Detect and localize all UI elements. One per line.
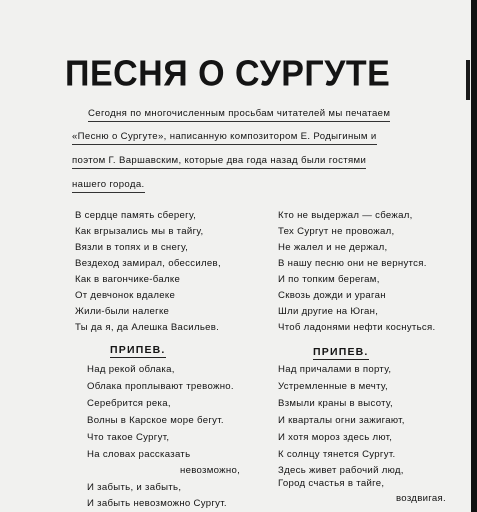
left-verse-line: Как вгрызались мы в тайгу, bbox=[75, 226, 204, 237]
left-verse-line: Как в вагончике-балке bbox=[75, 274, 181, 285]
right-verse-line: Тех Сургут не провожал, bbox=[278, 226, 395, 237]
left-refrain-line: невозможно, bbox=[180, 465, 241, 476]
right-refrain-line: Над причалами в порту, bbox=[278, 364, 392, 375]
right-verse-line: Чтоб ладонями нефти коснуться. bbox=[278, 322, 436, 333]
page-edge bbox=[471, 0, 477, 512]
intro-line-1: Сегодня по многочисленным просьбам читателей мы печатаем bbox=[88, 107, 390, 122]
left-verse-line: Вязли в топях и в снегу, bbox=[75, 242, 189, 253]
right-verse-line: Не жалел и не держал, bbox=[278, 242, 388, 253]
intro-line-2: «Песню о Сургуте», написанную композитором Е. Родыгиным и bbox=[72, 130, 377, 145]
right-refrain-line: воздвигая. bbox=[396, 493, 446, 504]
right-verse-line: Шли другие на Юган, bbox=[278, 306, 379, 317]
left-refrain-heading: ПРИПЕВ. bbox=[110, 344, 166, 356]
left-verse-line: Вездеход замирал, обессилев, bbox=[75, 258, 221, 269]
left-refrain-line: И забыть, и забыть, bbox=[87, 482, 182, 493]
right-verse-line: Сквозь дожди и ураган bbox=[278, 290, 386, 301]
right-verse-line: И по топким берегам, bbox=[278, 274, 380, 285]
right-refrain-line: К солнцу тянется Сургут. bbox=[278, 449, 396, 460]
right-refrain-line: Устремленные в мечту, bbox=[278, 381, 389, 392]
page-title: ПЕСНЯ О СУРГУТЕ bbox=[65, 54, 391, 94]
left-refrain-line: Облака проплывают тревожно. bbox=[87, 381, 234, 392]
left-refrain-line: И забыть невозможно Сургут. bbox=[87, 498, 227, 509]
left-verse-line: Ты да я, да Алешка Васильев. bbox=[75, 322, 220, 333]
intro-line-3: поэтом Г. Варшавским, которые два года назад были гостями bbox=[72, 154, 366, 169]
left-verse-line: От девчонок вдалеке bbox=[75, 290, 176, 301]
intro-line-4: нашего города. bbox=[72, 178, 145, 193]
left-refrain-line: На словах рассказать bbox=[87, 449, 191, 460]
left-refrain-line: Волны в Карское море бегут. bbox=[87, 415, 224, 426]
right-refrain-heading: ПРИПЕВ. bbox=[313, 346, 369, 358]
right-refrain-line: И хотя мороз здесь лют, bbox=[278, 432, 393, 443]
left-refrain-line: Над рекой облака, bbox=[87, 364, 175, 375]
left-verse-line: В сердце память сберегу, bbox=[75, 210, 197, 221]
right-refrain-line: Здесь живет рабочий люд, bbox=[278, 465, 404, 476]
right-refrain-line: И кварталы огни зажигают, bbox=[278, 415, 405, 426]
right-verse-line: В нашу песню они не вернутся. bbox=[278, 258, 427, 269]
right-refrain-line: Взмыли краны в высоту, bbox=[278, 398, 394, 409]
title-rule bbox=[466, 60, 470, 100]
right-verse-line: Кто не выдержал — сбежал, bbox=[278, 210, 413, 221]
left-refrain-line: Что такое Сургут, bbox=[87, 432, 170, 443]
right-refrain-line: Город счастья в тайге, bbox=[278, 478, 385, 489]
left-verse-line: Жили-были налегке bbox=[75, 306, 170, 317]
left-refrain-line: Серебрится река, bbox=[87, 398, 171, 409]
